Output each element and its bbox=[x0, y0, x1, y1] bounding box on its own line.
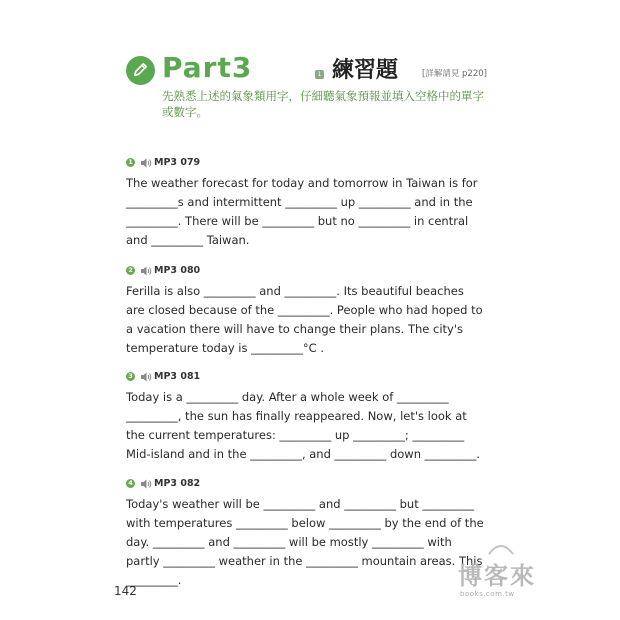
exercise-2 bbox=[126, 264, 486, 358]
audio-track-label: MP3 082 bbox=[154, 478, 201, 489]
answer-reference: [詳解請見 p220] bbox=[422, 69, 487, 79]
instructions: 先熟悉上述的氣象類用字，仔細聽氣象預報並填入空格中的單字或數字。 bbox=[162, 89, 484, 119]
watermark-url: books.com.tw bbox=[460, 590, 515, 598]
exercise-text: Today's weather will be _________ and _________ but _________ with temperatures _________ below _________ by the end of the day. _________ and _________ will be mostly _________ with partly _________ weather in the _________ mountain areas. This _________. bbox=[126, 497, 484, 587]
watermark-text: 博客來 bbox=[458, 562, 536, 590]
speaker-icon bbox=[140, 478, 152, 490]
exercise-number-badge: 3 bbox=[126, 372, 135, 381]
audio-track-label: MP3 079 bbox=[154, 157, 201, 168]
part-label: Part3 bbox=[162, 51, 253, 84]
exercise-text: The weather forecast for today and tomorrow in Taiwan is for _________s and intermittent _________ up _________ and in the _________. There will be _________ but no _________ in central and _________ Taiwan. bbox=[126, 176, 478, 247]
exercise-header bbox=[126, 264, 486, 278]
audio-track-label: MP3 081 bbox=[154, 371, 201, 382]
part-sub-mark: 1 bbox=[315, 70, 324, 79]
exercise-1 bbox=[126, 156, 486, 250]
page-number: 142 bbox=[114, 584, 137, 598]
exercise-number-badge: 2 bbox=[126, 266, 135, 275]
speaker-icon bbox=[140, 371, 152, 383]
exercise-4 bbox=[126, 477, 486, 590]
pencil-icon bbox=[126, 56, 155, 85]
watermark bbox=[458, 546, 542, 616]
speaker-icon bbox=[140, 157, 152, 169]
exercise-number-badge: 1 bbox=[126, 158, 135, 167]
exercise-3 bbox=[126, 370, 486, 464]
exercise-header bbox=[126, 156, 486, 170]
exercise-text: Today is a _________ day. After a whole week of _________ _________, the sun has finally reappeared. Now, let's look at the current temperatures: _________ up _________; _________ Mid-island and in the _________, and _________ down _________. bbox=[126, 390, 481, 461]
exercise-header bbox=[126, 477, 486, 491]
section-title: 練習題 bbox=[332, 58, 399, 83]
exercise-text: Ferilla is also _________ and _________. Its beautiful beaches are closed because of the _________. People who had hoped to a vacation there will have to change their plans. The city's temperature today is _________°C . bbox=[126, 284, 483, 355]
audio-track-label: MP3 080 bbox=[154, 265, 201, 276]
exercise-number-badge: 4 bbox=[126, 479, 135, 488]
speaker-icon bbox=[140, 265, 152, 277]
exercise-header bbox=[126, 370, 486, 384]
